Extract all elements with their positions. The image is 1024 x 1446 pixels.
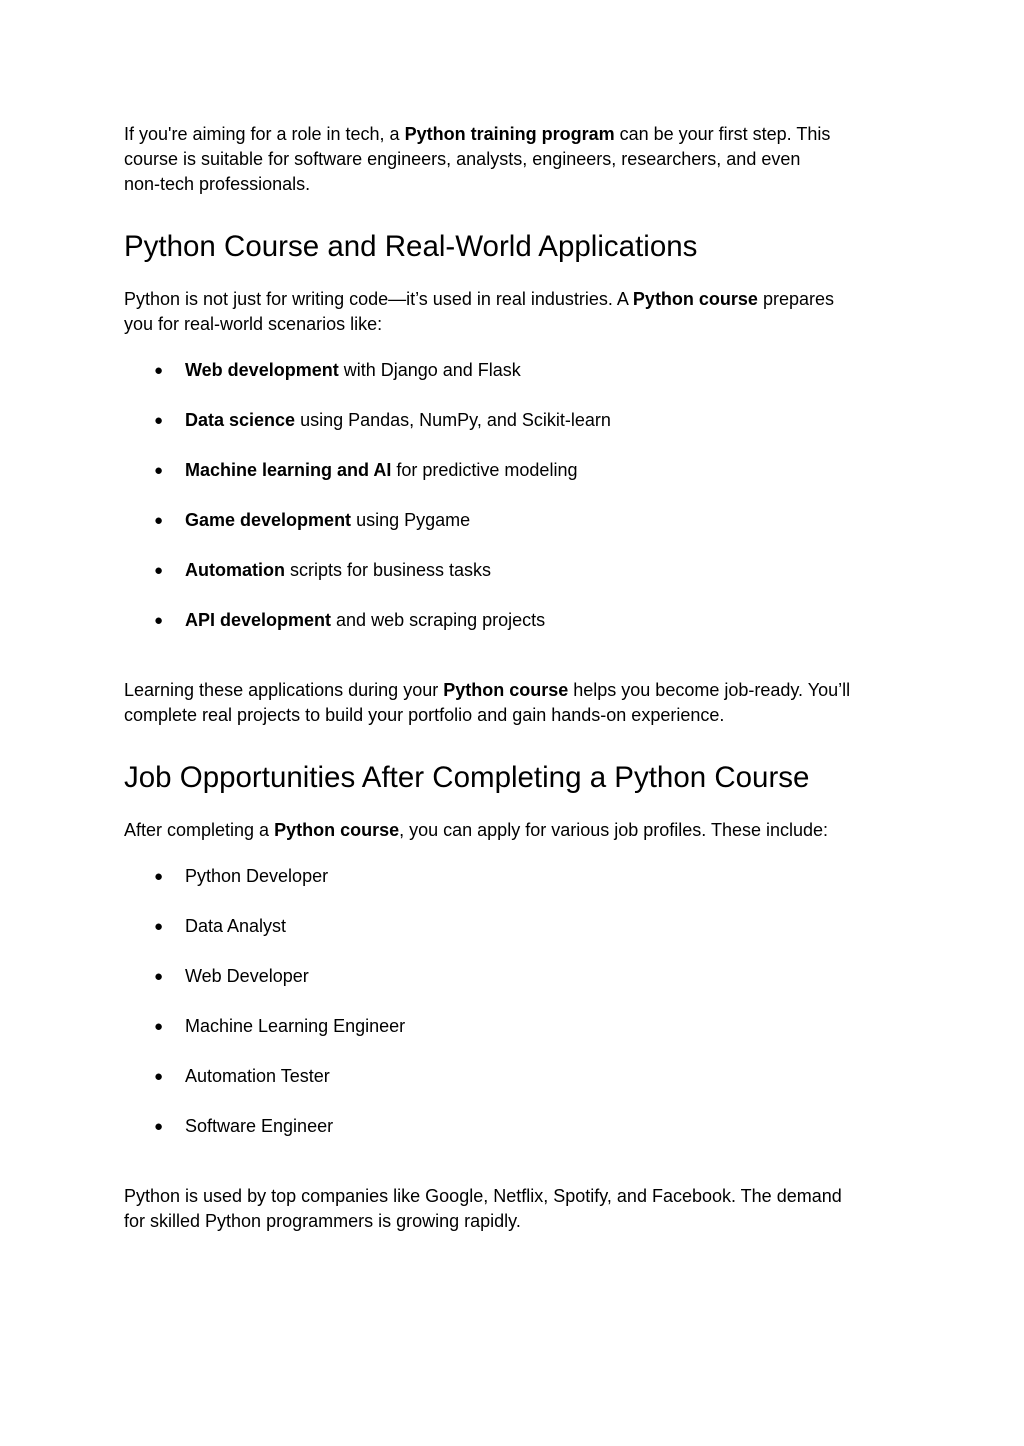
bullet-icon: ●	[154, 362, 164, 379]
list-item	[124, 1014, 405, 1064]
list-item-text: and web scraping projects	[331, 610, 546, 630]
list-item-text: Data Analyst	[185, 916, 287, 936]
intro-bold: Python training program	[404, 124, 615, 144]
section-2-intro-text: After completing a	[124, 820, 275, 840]
list-item-bold: Machine learning and AI	[185, 460, 392, 480]
section-2-heading: Job Opportunities After Completing a Python Course	[124, 761, 810, 794]
job-profiles-list	[124, 864, 405, 1164]
list-item-text: for predictive modeling	[391, 460, 578, 480]
list-item	[124, 964, 405, 1014]
bullet-icon: ●	[154, 1018, 164, 1035]
section-1-outro-text: Learning these applications during your	[124, 680, 444, 700]
list-item-bold: Game development	[185, 510, 352, 530]
list-item-text: using Pygame	[351, 510, 471, 530]
list-item	[124, 1114, 405, 1164]
list-item	[124, 508, 611, 558]
list-item	[124, 458, 611, 508]
section-1-outro-line-2: complete real projects to build your portfolio and gain hands-on experience.	[124, 705, 725, 725]
list-item	[124, 864, 405, 914]
section-1-intro-line-2: you for real-world scenarios like:	[124, 314, 383, 334]
section-2-outro-line-1: Python is used by top companies like Google, Netflix, Spotify, and Facebook. The demand	[124, 1186, 842, 1206]
list-item-text: scripts for business tasks	[284, 560, 492, 580]
list-item-bold: Automation	[185, 560, 285, 580]
section-2-intro	[124, 818, 894, 843]
list-item-text: Python Developer	[185, 866, 329, 886]
intro-text: If you're aiming for a role in tech, a	[124, 124, 405, 144]
section-2-intro-after: , you can apply for various job profiles. These include:	[399, 820, 829, 840]
bullet-icon: ●	[154, 1068, 164, 1085]
section-1-outro	[124, 678, 894, 728]
list-item-bold: Data science	[185, 410, 296, 430]
section-1-intro-bold: Python course	[632, 289, 758, 309]
bullet-icon: ●	[154, 612, 164, 629]
bullet-icon: ●	[154, 562, 164, 579]
list-item-bold: API development	[185, 610, 332, 630]
list-item	[124, 558, 611, 608]
list-item-text: Machine Learning Engineer	[185, 1016, 406, 1036]
section-1-outro-after: helps you become job-ready. You’ll	[568, 680, 851, 700]
bullet-icon: ●	[154, 1118, 164, 1135]
section-1-intro-text: Python is not just for writing code—it’s used in real industries. A	[124, 289, 633, 309]
list-item	[124, 608, 611, 658]
section-1-heading: Python Course and Real-World Applications	[124, 230, 698, 263]
bullet-icon: ●	[154, 918, 164, 935]
section-1-intro-after: prepares	[757, 289, 834, 309]
list-item	[124, 1064, 405, 1114]
bullet-icon: ●	[154, 462, 164, 479]
intro-text-after: can be your first step. This	[614, 124, 831, 144]
bullet-icon: ●	[154, 968, 164, 985]
list-item-text: Software Engineer	[185, 1116, 334, 1136]
list-item	[124, 358, 611, 408]
list-item	[124, 914, 405, 964]
section-2-outro-line-2: for skilled Python programmers is growing rapidly.	[124, 1211, 521, 1231]
bullet-icon: ●	[154, 412, 164, 429]
section-1-intro	[124, 287, 894, 337]
list-item-bold: Web development	[185, 360, 339, 380]
section-1-outro-bold: Python course	[443, 680, 569, 700]
applications-list	[124, 358, 611, 658]
section-2-outro	[124, 1184, 894, 1234]
bullet-icon: ●	[154, 868, 164, 885]
list-item-text: with Django and Flask	[338, 360, 521, 380]
intro-line-3: non-tech professionals.	[124, 174, 311, 194]
intro-paragraph	[124, 122, 894, 197]
list-item-text: Web Developer	[185, 966, 309, 986]
intro-line-2: course is suitable for software engineers, analysts, engineers, researchers, and even	[124, 149, 801, 169]
list-item	[124, 408, 611, 458]
bullet-icon: ●	[154, 512, 164, 529]
list-item-text: Automation Tester	[185, 1066, 330, 1086]
list-item-text: using Pandas, NumPy, and Scikit-learn	[295, 410, 611, 430]
section-2-intro-bold: Python course	[274, 820, 400, 840]
